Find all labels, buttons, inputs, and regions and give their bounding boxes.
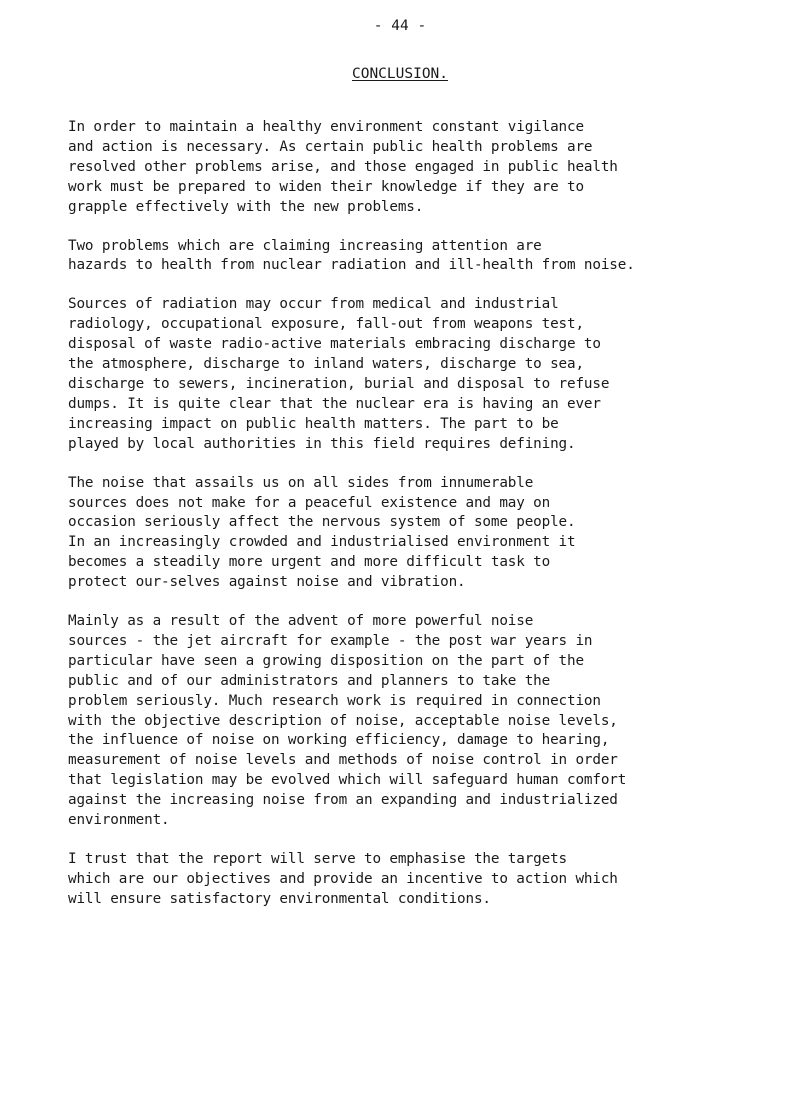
text-line: with the objective description of noise, acceptable noise levels, bbox=[68, 712, 618, 729]
text-line: played by local authorities in this field requires defining. bbox=[68, 435, 576, 452]
page-number: - 44 - bbox=[373, 18, 427, 34]
paragraph-noise-sources bbox=[68, 612, 778, 831]
body-text bbox=[68, 118, 778, 929]
text-line: Two problems which are claiming increasing attention are bbox=[68, 237, 542, 254]
text-line: In order to maintain a healthy environment constant vigilance bbox=[68, 119, 584, 135]
text-line: discharge to sewers, incineration, burial and disposal to refuse bbox=[68, 375, 610, 392]
text-line: measurement of noise levels and methods of noise control in order bbox=[68, 752, 618, 769]
text-line: In an increasingly crowded and industrialised environment it bbox=[68, 534, 576, 551]
text-line: disposal of waste radio-active materials embracing discharge to bbox=[68, 336, 601, 353]
text-line: environment. bbox=[68, 812, 170, 829]
paragraph-vigilance bbox=[68, 118, 778, 218]
paragraph-radiation bbox=[68, 295, 778, 454]
text-line: Mainly as a result of the advent of more powerful noise bbox=[68, 613, 534, 630]
text-line: and action is necessary. As certain public health problems are bbox=[68, 138, 593, 155]
paragraph-two-problems bbox=[68, 237, 778, 277]
text-line: the influence of noise on working efficiency, damage to hearing, bbox=[68, 732, 610, 749]
paragraph-closing bbox=[68, 850, 778, 910]
text-line: particular have seen a growing disposition on the part of the bbox=[68, 652, 584, 669]
text-line: that legislation may be evolved which will safeguard human comfort bbox=[68, 772, 627, 789]
text-line: sources - the jet aircraft for example - the post war years in bbox=[68, 632, 593, 649]
text-line: hazards to health from nuclear radiation and ill-health from noise. bbox=[68, 257, 635, 274]
text-line: work must be prepared to widen their knowledge if they are to bbox=[68, 178, 584, 195]
text-line: will ensure satisfactory environmental conditions. bbox=[68, 890, 491, 907]
text-line: which are our objectives and provide an incentive to action which bbox=[68, 870, 618, 887]
text-line: dumps. It is quite clear that the nuclear era is having an ever bbox=[68, 395, 601, 412]
text-line: Sources of radiation may occur from medical and industrial bbox=[68, 296, 559, 313]
text-line: public and of our administrators and planners to take the bbox=[68, 672, 551, 689]
text-line: resolved other problems arise, and those engaged in public health bbox=[68, 158, 618, 175]
text-line: radiology, occupational exposure, fall-out from weapons test, bbox=[68, 316, 584, 333]
text-line: occasion seriously affect the nervous system of some people. bbox=[68, 514, 576, 531]
text-line: the atmosphere, discharge to inland waters, discharge to sea, bbox=[68, 356, 584, 373]
text-line: against the increasing noise from an expanding and industrialized bbox=[68, 792, 618, 809]
paragraph-noise bbox=[68, 474, 778, 593]
text-line: protect our-selves against noise and vibration. bbox=[68, 574, 466, 591]
text-line: grapple effectively with the new problems. bbox=[68, 198, 424, 215]
text-line: becomes a steadily more urgent and more difficult task to bbox=[68, 554, 551, 571]
text-line: increasing impact on public health matters. The part to be bbox=[68, 415, 559, 432]
text-line: I trust that the report will serve to emphasise the targets bbox=[68, 851, 567, 867]
text-line: The noise that assails us on all sides from innumerable bbox=[68, 474, 534, 491]
text-line: sources does not make for a peaceful existence and may on bbox=[68, 494, 551, 511]
text-line: problem seriously. Much research work is required in connection bbox=[68, 692, 601, 709]
section-heading: CONCLUSION. bbox=[351, 66, 449, 82]
